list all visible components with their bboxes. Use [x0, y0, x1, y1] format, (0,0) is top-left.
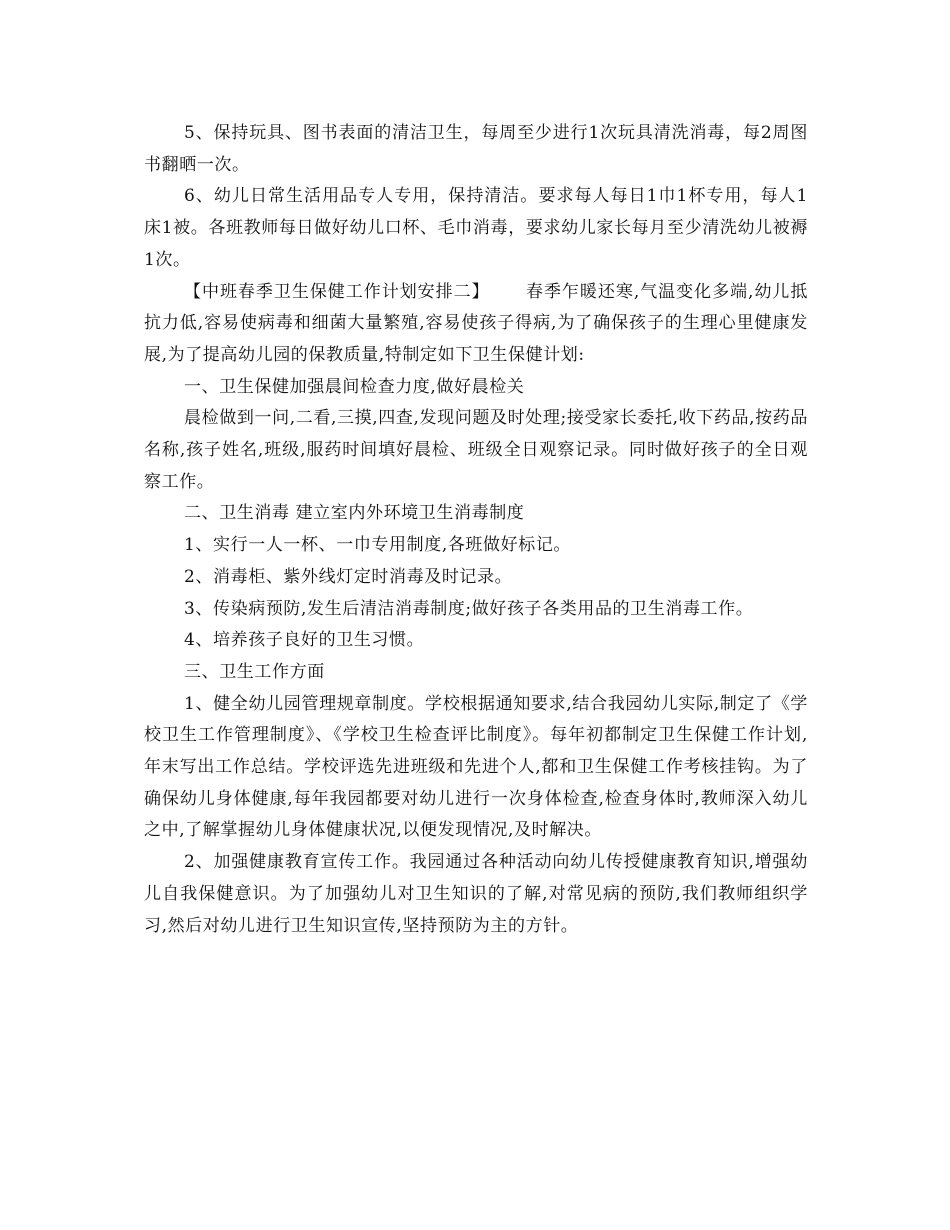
- heading-disinfection: 二、卫生消毒 建立室内外环境卫生消毒制度: [184, 503, 525, 524]
- paragraph-disinfection-4: 4、培养孩子良好的卫生习惯。: [184, 630, 425, 651]
- paragraph-toys-books: 5、保持玩具、图书表面的清洁卫生，每周至少进行1次玩具清洗消毒，每2周图书翻晒一次。: [144, 123, 808, 175]
- paragraph-hygiene-work-2: 2、加强健康教育宣传工作。我园通过各种活动向幼儿传授健康教育知识,增强幼儿自我保健意识。为了加强幼儿对卫生知识的了解,对常见病的预防,我们教师组织学习,然后对幼儿进行卫生知识宣传,坚持预防为主的方针。: [144, 852, 808, 936]
- paragraph-section-intro: [144, 277, 808, 372]
- document-body: [144, 118, 808, 942]
- section-title: 【中班春季卫生保健工作计划安排二】: [184, 281, 490, 302]
- paragraph-disinfection-3: 3、传染病预防,发生后清洁消毒制度;做好孩子各类用品的卫生消毒工作。: [184, 598, 754, 619]
- paragraph-morning-check: 晨检做到一问,二看,三摸,四查,发现问题及时处理;接受家长委托,收下药品,按药品名称,孩子姓名,班级,服药时间填好晨检、班级全日观察记录。同时做好孩子的全日观察工作。: [144, 408, 808, 492]
- heading-morning-check: 一、卫生保健加强晨间检查力度,做好晨检关: [184, 376, 525, 397]
- paragraph-disinfection-2: 2、消毒柜、紫外线灯定时消毒及时记录。: [184, 566, 513, 587]
- section-intro-text: 春季乍暖还寒,气温变化多端,幼儿抵抗力低,容易使病毒和细菌大量繁殖,容易使孩子得病,为了确保孩子的生理心里健康发展,为了提高幼儿园的保教质量,特制定如下卫生保健计划:: [144, 281, 808, 365]
- heading-hygiene-work: 三、卫生工作方面: [184, 661, 325, 682]
- paragraph-disinfection-1: 1、实行一人一杯、一巾专用制度,各班做好标记。: [184, 535, 572, 556]
- paragraph-personal-items: 6、幼儿日常生活用品专人专用，保持清洁。要求每人每日1巾1杯专用，每人1床1被。各班教师每日做好幼儿口杯、毛巾消毒，要求幼儿家长每月至少清洗幼儿被褥1次。: [144, 186, 808, 270]
- paragraph-hygiene-work-1: 1、健全幼儿园管理规章制度。学校根据通知要求,结合我园幼儿实际,制定了《学校卫生工作管理制度》、《学校卫生检查评比制度》。每年初都制定卫生保健工作计划,年末写出工作总结。学校评选先进班级和先进个人,都和卫生保健工作考核挂钩。为了确保幼儿身体健康,每年我园都要对幼儿进行一次身体检查,检查身体时,教师深入幼儿之中,了解掌握幼儿身体健康状况,以便发现情况,及时解决。: [144, 693, 808, 841]
